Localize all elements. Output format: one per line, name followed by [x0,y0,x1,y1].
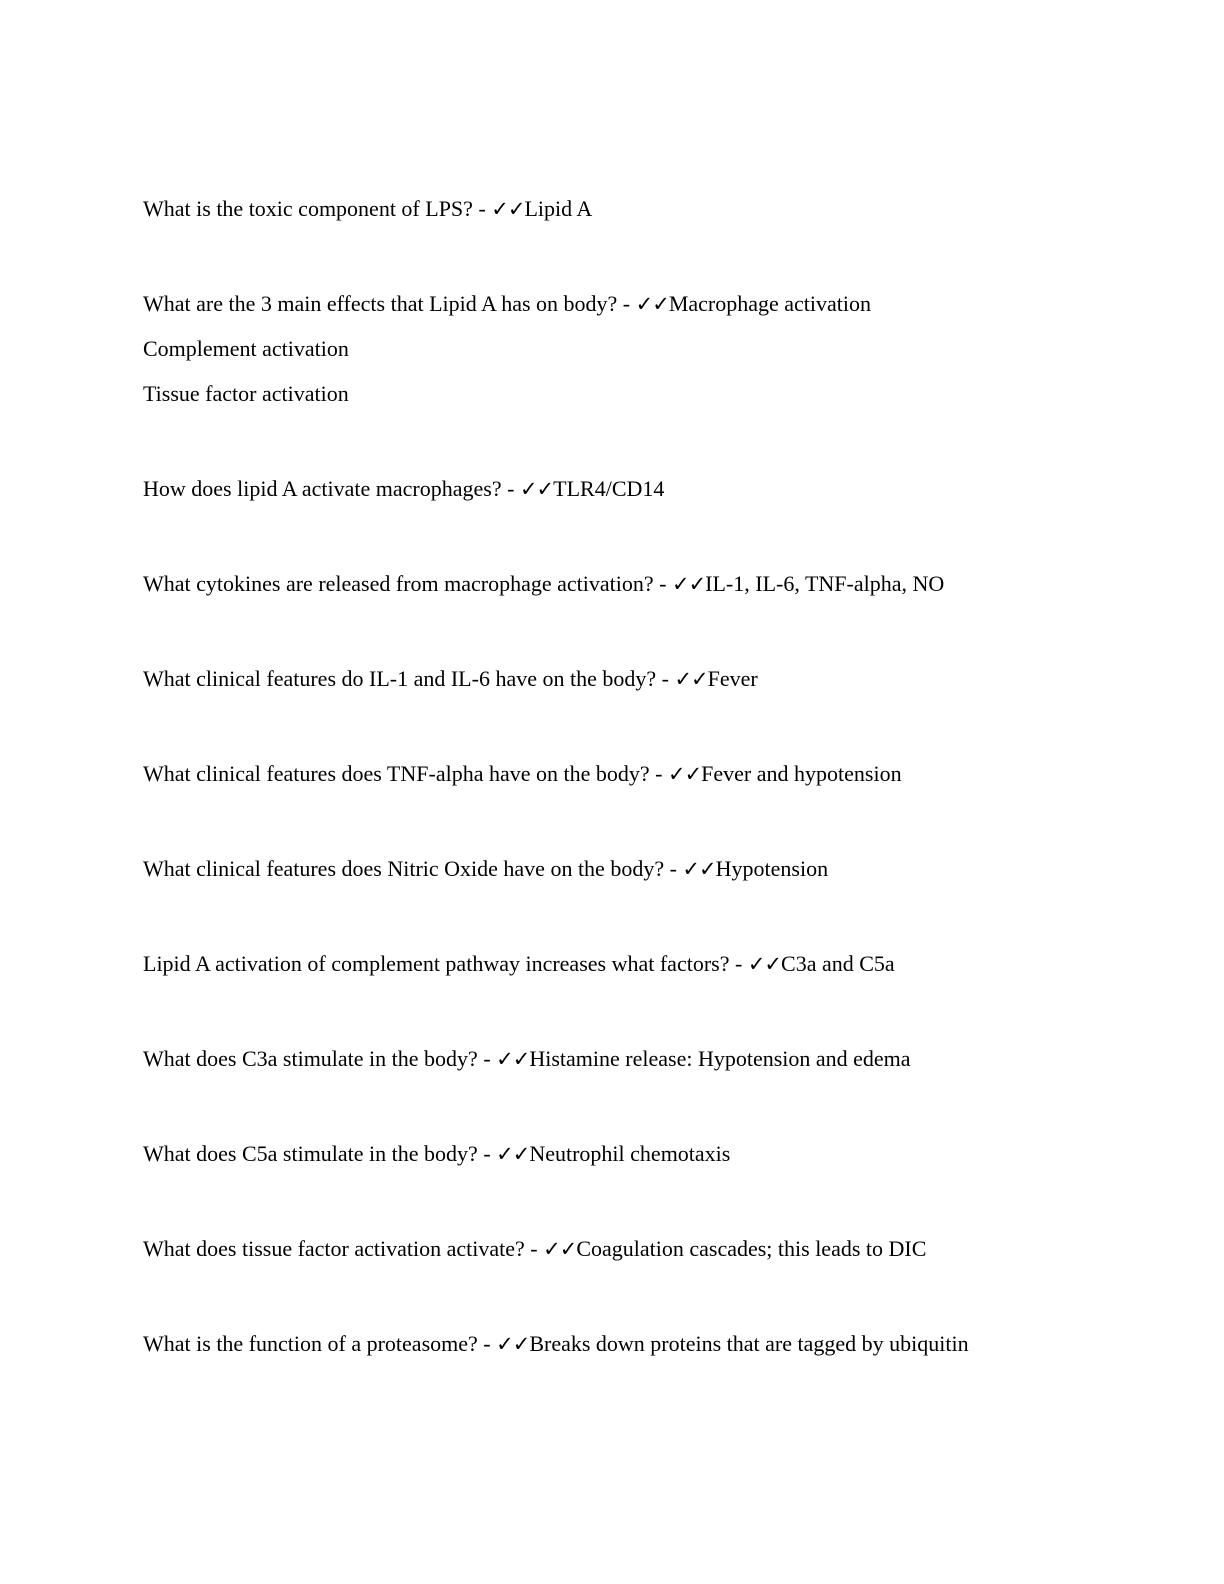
qa-first-line [143,1226,1143,1271]
question-text: Lipid A activation of complement pathway increases what factors? [143,951,730,976]
answer-continuation-line: Complement activation [143,336,349,361]
qa-item [143,1131,1143,1176]
qa-item [143,561,1143,606]
question-text: What cytokines are released from macrophage activation? [143,571,654,596]
qa-first-line [143,1321,1143,1366]
question-text: What does tissue factor activation activate? [143,1236,525,1261]
question-text: What does C3a stimulate in the body? [143,1046,478,1071]
answer-text: Macrophage activation [668,291,872,316]
qa-item [143,1036,1143,1081]
qa-first-line [143,186,1143,231]
double-check-icon: ✓✓ [496,1047,530,1071]
double-check-icon: ✓✓ [519,477,554,501]
answer-text: Lipid A [524,196,593,221]
qa-first-line [143,751,1143,796]
double-check-icon: ✓✓ [682,857,716,881]
qa-first-line [143,846,1143,891]
separator: - [501,476,520,501]
answer-text: Fever [707,666,758,691]
question-text: What clinical features does TNF-alpha have on the body? [143,761,650,786]
qa-first-line [143,466,1143,511]
question-text: What is the toxic component of LPS? [143,196,473,221]
qa-list [143,186,1143,1416]
separator: - [472,196,492,221]
question-text: What does C5a stimulate in the body? [143,1141,478,1166]
separator: - [656,666,675,691]
separator: - [477,1141,497,1166]
qa-item [143,186,1143,231]
qa-first-line [143,1036,1143,1081]
qa-item [143,846,1143,891]
separator: - [664,856,683,881]
qa-item [143,656,1143,701]
separator: - [477,1331,497,1356]
qa-item [143,1321,1143,1366]
answer-text: C3a and C5a [781,951,895,976]
answer-text: Neutrophil chemotaxis [529,1141,731,1166]
answer-continuation-line: Tissue factor activation [143,381,349,406]
qa-first-line [143,281,1143,326]
qa-first-line [143,1131,1143,1176]
qa-item [143,751,1143,796]
double-check-icon: ✓✓ [635,292,669,316]
question-text: What are the 3 main effects that Lipid A has on body? [143,291,618,316]
double-check-icon: ✓✓ [543,1237,577,1261]
answer-text: Breaks down proteins that are tagged by ubiquitin [529,1331,969,1356]
separator: - [617,291,636,316]
answer-text: Coagulation cascades; this leads to DIC [576,1236,927,1261]
separator: - [477,1046,497,1071]
answer-text: Histamine release: Hypotension and edema [529,1046,911,1071]
answer-text: IL-1, IL-6, TNF-alpha, NO [705,571,945,596]
separator: - [653,571,672,596]
question-text: What clinical features does Nitric Oxide have on the body? [143,856,665,881]
qa-first-line [143,656,1143,701]
qa-first-line [143,561,1143,606]
question-text: How does lipid A activate macrophages? [143,476,502,501]
qa-first-line [143,941,1143,986]
answer-text: Hypotension [715,856,829,881]
separator: - [729,951,748,976]
double-check-icon: ✓✓ [671,572,706,596]
double-check-icon: ✓✓ [496,1332,530,1356]
separator: - [649,761,668,786]
double-check-icon: ✓✓ [747,952,782,976]
double-check-icon: ✓✓ [667,762,702,786]
question-text: What clinical features do IL-1 and IL-6 have on the body? [143,666,657,691]
qa-item [143,1226,1143,1271]
qa-item [143,466,1143,511]
double-check-icon: ✓✓ [674,667,708,691]
answer-text: TLR4/CD14 [553,476,665,501]
qa-item [143,941,1143,986]
separator: - [524,1236,544,1261]
question-text: What is the function of a proteasome? [143,1331,478,1356]
answer-text: Fever and hypotension [701,761,902,786]
double-check-icon: ✓✓ [496,1142,530,1166]
double-check-icon: ✓✓ [491,197,525,221]
qa-item [143,281,1143,416]
